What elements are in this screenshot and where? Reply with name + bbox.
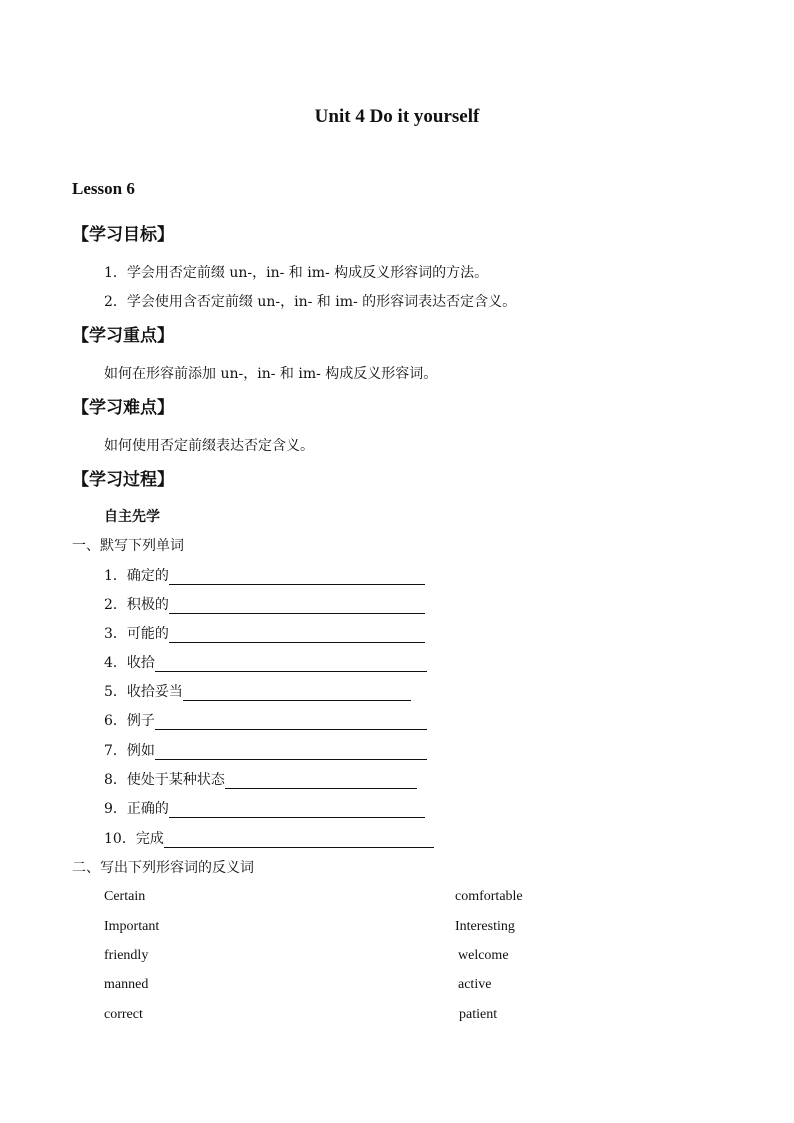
fill-item	[104, 710, 427, 730]
fill-item-label: 10．完成	[104, 831, 164, 847]
fill-item	[104, 652, 427, 672]
word-left: Important	[104, 919, 160, 934]
part2-heading: 二、写出下列形容词的反义词	[72, 860, 254, 876]
self-study-label: 自主先学	[104, 509, 160, 525]
process-heading: 【学习过程】	[72, 470, 174, 490]
fill-item-label: 3．可能的	[104, 626, 169, 642]
fill-item-label: 9．正确的	[104, 801, 169, 817]
fill-item	[104, 681, 411, 701]
word-right: welcome	[458, 948, 509, 963]
goal-item-2: 2．学会使用含否定前缀 un-，in- 和 im- 的形容词表达否定含义。	[104, 294, 517, 310]
goal-item-1: 1．学会用否定前缀 un-，in- 和 im- 构成反义形容词的方法。	[104, 265, 489, 281]
difficulty-text: 如何使用否定前缀表达否定含义。	[104, 438, 314, 454]
answer-blank[interactable]	[169, 801, 425, 818]
part1-heading: 一、默写下列单词	[72, 538, 184, 554]
word-left: manned	[104, 977, 149, 992]
answer-blank[interactable]	[164, 831, 434, 848]
fill-item-label: 1．确定的	[104, 568, 169, 584]
word-left: friendly	[104, 948, 149, 963]
fill-item	[104, 828, 434, 848]
fill-item	[104, 740, 427, 760]
answer-blank[interactable]	[155, 655, 427, 672]
word-right: patient	[459, 1007, 498, 1022]
difficulty-heading: 【学习难点】	[72, 398, 174, 418]
fill-item	[104, 769, 417, 789]
answer-blank[interactable]	[169, 626, 425, 643]
fill-item-label: 6．例子	[104, 713, 155, 729]
fill-item-label: 8．使处于某种状态	[104, 772, 225, 788]
fill-item	[104, 565, 425, 585]
fill-item	[104, 798, 425, 818]
word-right: comfortable	[455, 889, 523, 904]
focus-text: 如何在形容前添加 un-，in- 和 im- 构成反义形容词。	[104, 366, 438, 382]
fill-item-label: 7．例如	[104, 743, 155, 759]
fill-item-label: 4．收拾	[104, 655, 155, 671]
lesson-label: Lesson 6	[72, 179, 135, 198]
fill-item	[104, 623, 425, 643]
answer-blank[interactable]	[169, 568, 425, 585]
fill-item-label: 5．收拾妥当	[104, 684, 183, 700]
goals-heading: 【学习目标】	[72, 225, 174, 245]
page-title: Unit 4 Do it yourself	[314, 106, 480, 127]
word-right: Interesting	[455, 919, 515, 934]
answer-blank[interactable]	[155, 713, 427, 730]
answer-blank[interactable]	[169, 597, 425, 614]
focus-heading: 【学习重点】	[72, 326, 174, 346]
fill-item	[104, 594, 425, 614]
answer-blank[interactable]	[155, 743, 427, 760]
word-left: correct	[104, 1007, 143, 1022]
answer-blank[interactable]	[225, 772, 417, 789]
word-right: active	[458, 977, 492, 992]
word-left: Certain	[104, 889, 146, 904]
answer-blank[interactable]	[183, 684, 411, 701]
fill-item-label: 2．积极的	[104, 597, 169, 613]
